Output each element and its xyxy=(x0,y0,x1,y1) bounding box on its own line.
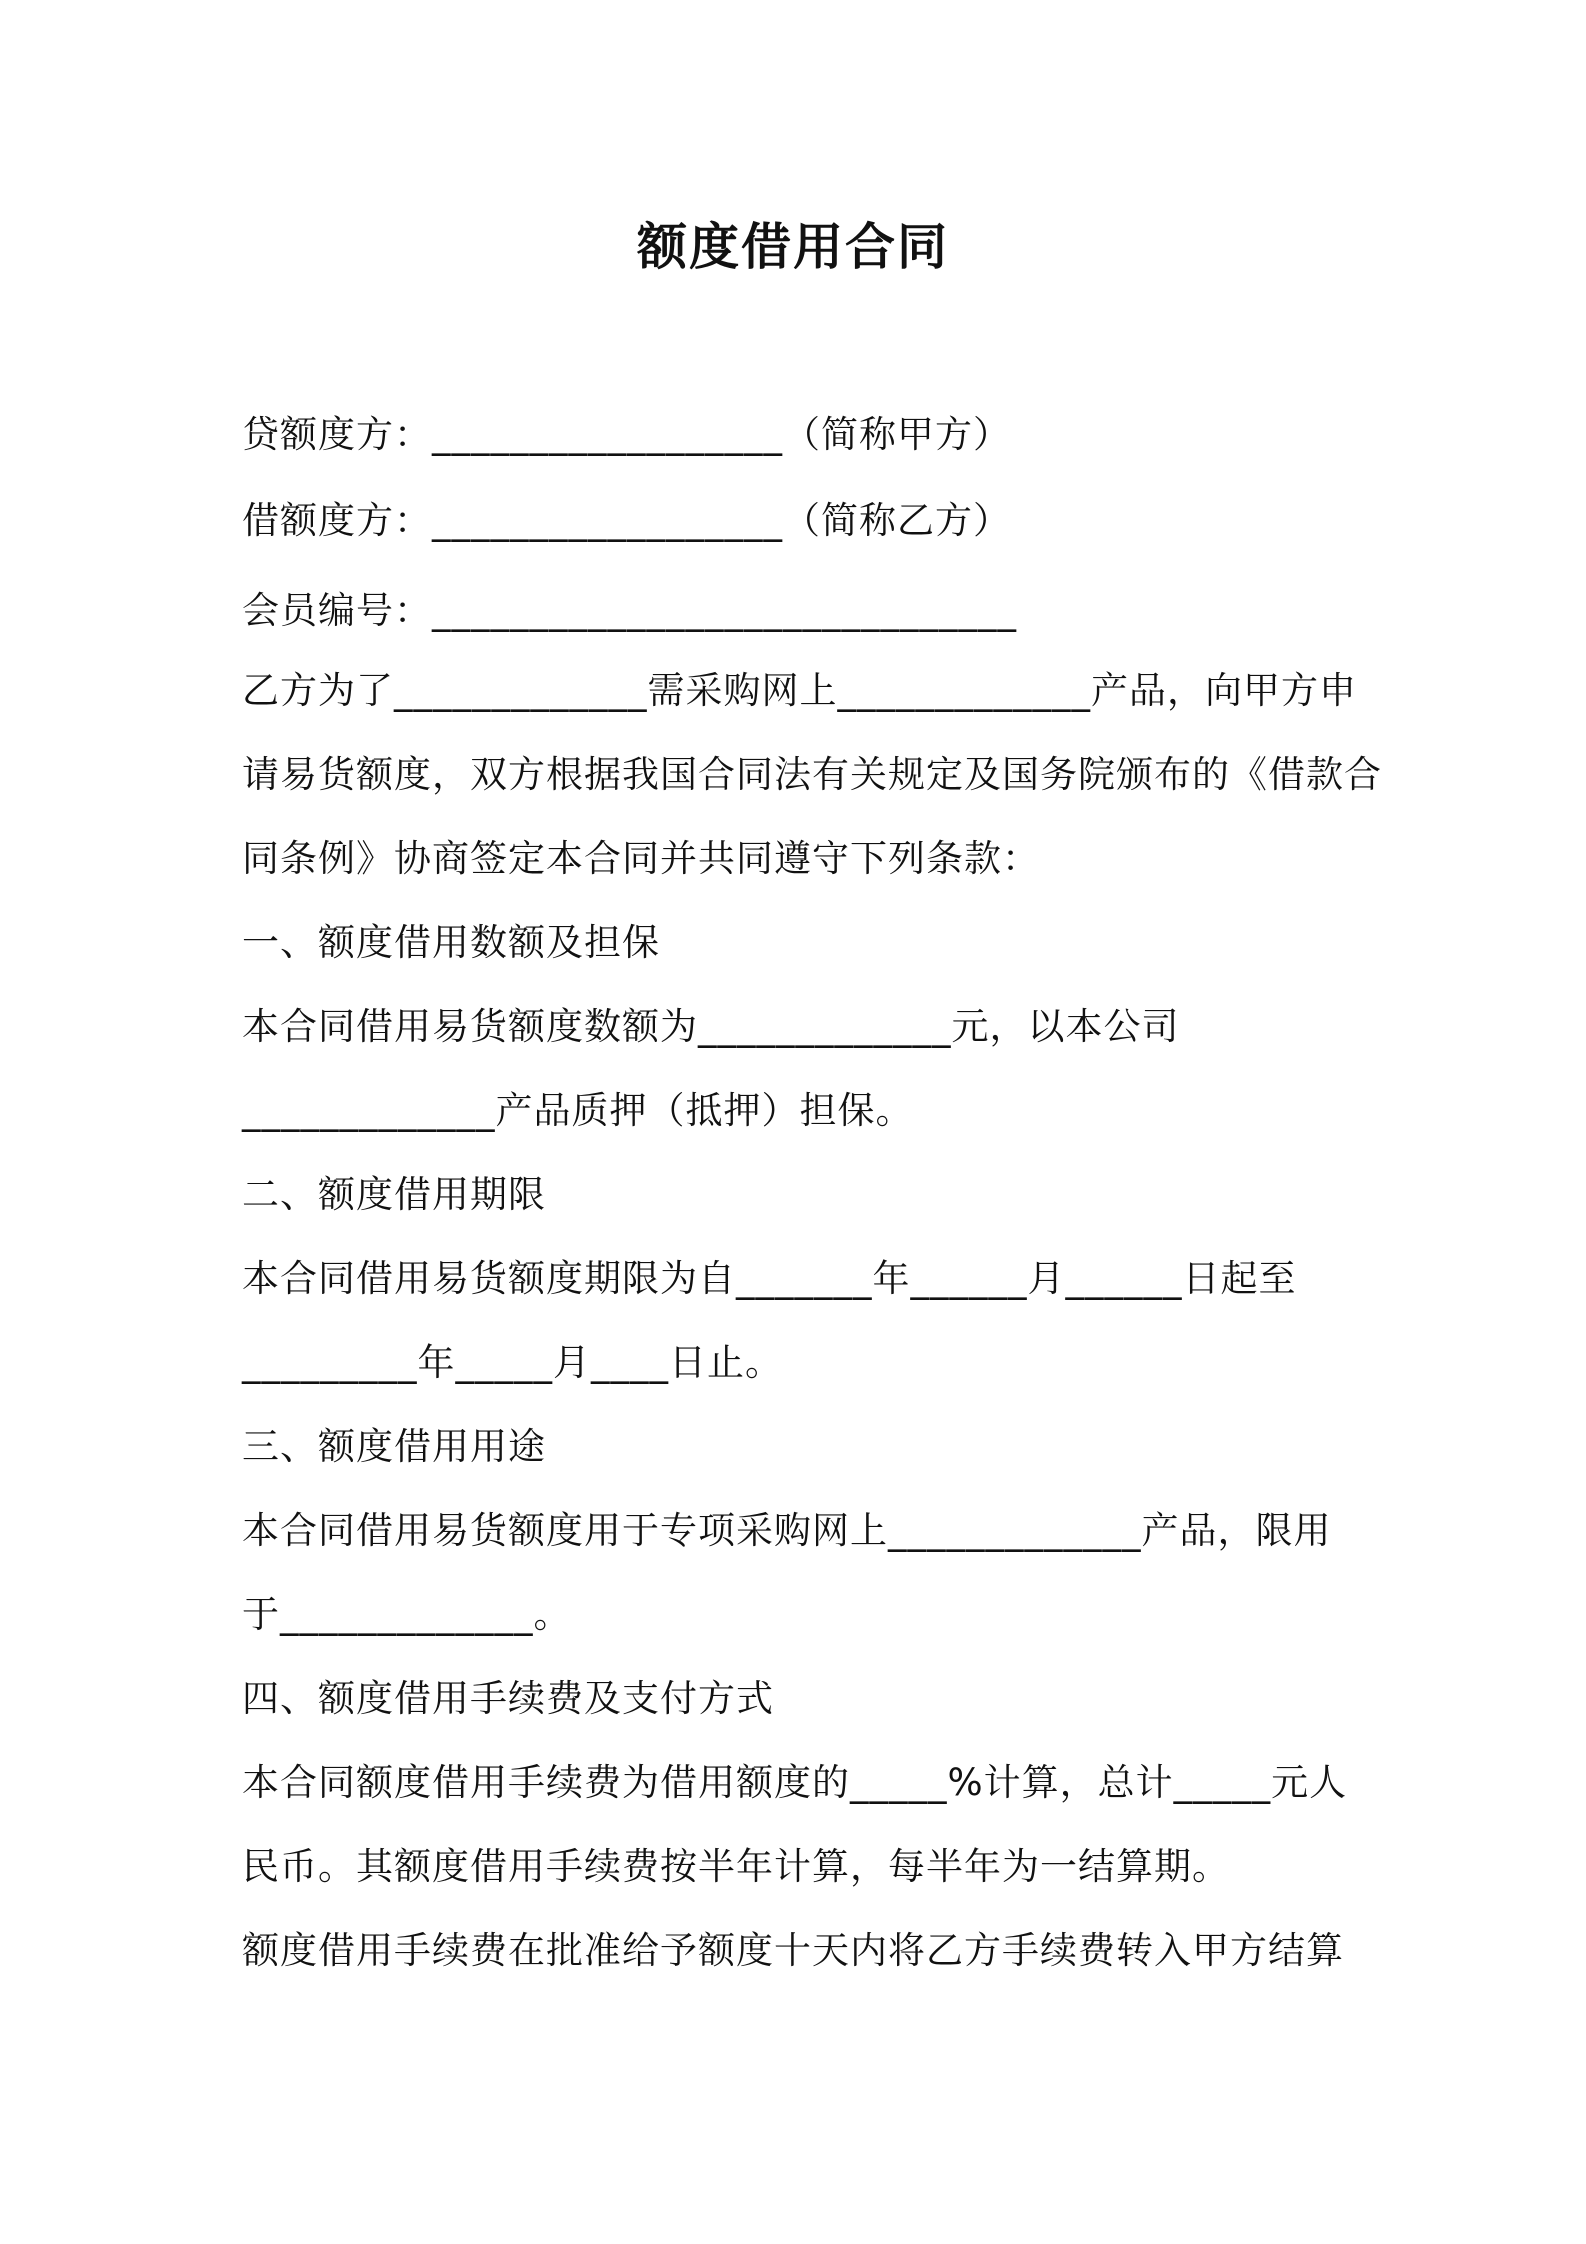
section-2-heading: 二、额度借用期限 xyxy=(242,1173,546,1216)
section-2-text-1: 本合同借用易货额度期限为自_______年______月______日起至 xyxy=(242,1257,1297,1300)
section-4-heading: 四、额度借用手续费及支付方式 xyxy=(242,1677,774,1720)
preamble-line-3: 同条例》协商签定本合同并共同遵守下列条款： xyxy=(242,837,1040,880)
section-4-text-3: 额度借用手续费在批准给予额度十天内将乙方手续费转入甲方结算 xyxy=(242,1929,1344,1972)
section-1-text-1: 本合同借用易货额度数额为_____________元，以本公司 xyxy=(242,1005,1180,1048)
preamble-line-2: 请易货额度，双方根据我国合同法有关规定及国务院颁布的《借款合 xyxy=(242,753,1382,796)
section-2-text-2: _________年_____月____日止。 xyxy=(242,1341,783,1384)
section-3-text-1: 本合同借用易货额度用于专项采购网上_____________产品，限用 xyxy=(242,1509,1332,1552)
borrower-party-line: 借额度方：__________________（简称乙方） xyxy=(242,499,1011,542)
section-3-heading: 三、额度借用用途 xyxy=(242,1425,546,1468)
preamble-line-1: 乙方为了_____________需采购网上_____________产品，向甲方申 xyxy=(242,669,1357,712)
section-4-text-2: 民币。其额度借用手续费按半年计算，每半年为一结算期。 xyxy=(242,1845,1230,1888)
section-4-text-1: 本合同额度借用手续费为借用额度的_____%计算，总计_____元人 xyxy=(242,1761,1348,1804)
lender-party-line: 贷额度方：__________________（简称甲方） xyxy=(242,413,1011,456)
section-3-text-2: 于_____________。 xyxy=(242,1593,572,1636)
document-title: 额度借用合同 xyxy=(637,218,949,276)
section-1-text-2: _____________产品质押（抵押）担保。 xyxy=(242,1089,914,1132)
section-1-heading: 一、额度借用数额及担保 xyxy=(242,921,660,964)
member-number-line: 会员编号：______________________________ xyxy=(242,589,1017,632)
